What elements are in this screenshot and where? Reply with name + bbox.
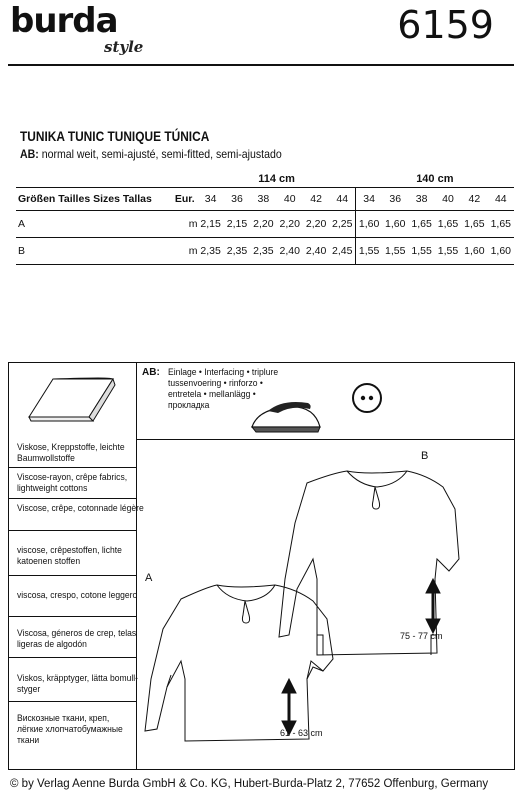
fabric-it: viscosa, crespo, cotone leggero — [17, 590, 138, 601]
size-header-cell: 34 — [197, 188, 223, 211]
fabric-column — [9, 363, 144, 769]
fabric-divider — [9, 701, 136, 702]
width-group-114: 114 cm — [258, 173, 295, 185]
yardage-cell: 1,60 — [382, 211, 408, 238]
yardage-cell: 2,15 — [197, 211, 223, 238]
notions-box — [136, 363, 514, 440]
copyright-footer: © by Verlag Aenne Burda GmbH & Co. KG, Hubert-Burda-Platz 2, 77652 Offenburg, Germany — [10, 778, 489, 790]
yardage-table — [16, 171, 514, 265]
yardage-cell: 2,40 — [277, 238, 303, 265]
size-header-cell: 40 — [435, 188, 461, 211]
size-header-cell: 36 — [224, 188, 250, 211]
sizes-header: Größen Tailles Sizes Tallas — [16, 188, 172, 211]
fabric-notions-panel — [8, 362, 515, 770]
fabric-divider — [9, 467, 136, 468]
tunic-a-drawing — [145, 585, 333, 741]
width-group-140: 140 cm — [416, 173, 454, 185]
fabric-divider — [9, 616, 136, 617]
yardage-cell: 2,20 — [277, 211, 303, 238]
yardage-cell: 2,40 — [303, 238, 329, 265]
yardage-cell: 1,65 — [488, 211, 514, 238]
size-header-cell: 44 — [329, 188, 355, 211]
fabric-en: Viscose-rayon, crêpe fabrics, lightweight cottons — [17, 472, 128, 494]
view-a-label: A — [145, 572, 153, 584]
fit-subtitle-prefix: AB: — [20, 147, 39, 161]
fabric-de: Viskose, Kreppstoffe, leichte Baumwollstoffe — [17, 442, 125, 464]
size-header-cell: 44 — [488, 188, 514, 211]
notions-label: AB: — [142, 367, 160, 378]
length-arrow-a — [282, 679, 296, 735]
fabric-divider — [9, 498, 136, 499]
header-rule — [8, 64, 514, 66]
row-unit-a: m — [172, 211, 197, 238]
pattern-number: 6159 — [397, 3, 494, 47]
yardage-cell: 2,15 — [224, 211, 250, 238]
iron-icon — [248, 397, 324, 435]
yardage-cell: 2,20 — [250, 211, 276, 238]
fabric-divider — [9, 530, 136, 531]
fabric-sv: Viskos, kräpptyger, lätta bomull- styger — [17, 673, 139, 695]
view-b-label: B — [421, 450, 429, 462]
brand-logo: burda — [10, 1, 118, 41]
length-arrow-b — [426, 579, 440, 633]
yardage-cell: 1,60 — [356, 211, 382, 238]
yardage-cell: 2,35 — [197, 238, 223, 265]
fabric-fr: Viscose, crêpe, cotonnade légère — [17, 503, 144, 514]
fabric-roll-icon — [25, 373, 117, 423]
fit-subtitle-text: normal weit, semi-ajusté, semi-fitted, semi-ajustado — [38, 147, 282, 161]
fabric-es: Viscosa, géneros de crep, telas ligeras de algodón — [17, 628, 137, 650]
fabric-divider — [9, 657, 136, 658]
yardage-cell: 1,55 — [356, 238, 382, 265]
page-title: TUNIKA TUNIC TUNIQUE TÚNICA — [20, 128, 210, 144]
view-a-length: 61 - 63 cm — [280, 728, 323, 738]
row-label-b: B — [16, 238, 172, 265]
size-header-cell: 42 — [461, 188, 487, 211]
fit-subtitle — [20, 147, 282, 161]
yardage-cell: 1,60 — [488, 238, 514, 265]
brand-logo-sub: style — [104, 38, 144, 56]
fabric-divider — [9, 575, 136, 576]
interfacing-text: Einlage • Interfacing • triplure tussenvoering • rinforzo • entretela • mellanlägg • прокладка — [168, 367, 279, 411]
view-b-length: 75 - 77 cm — [400, 631, 443, 641]
yardage-cell: 1,55 — [435, 238, 461, 265]
size-header-cell: 40 — [277, 188, 303, 211]
garment-illustrations — [137, 439, 514, 769]
yardage-cell: 1,65 — [408, 211, 434, 238]
yardage-cell: 1,65 — [461, 211, 487, 238]
size-header-cell: 34 — [356, 188, 382, 211]
unit-header: Eur. — [172, 188, 197, 211]
fabric-nl: viscose, crêpestoffen, lichte katoenen stoffen — [17, 545, 122, 567]
button-icon — [350, 381, 384, 415]
yardage-cell: 1,55 — [408, 238, 434, 265]
yardage-cell: 2,45 — [329, 238, 355, 265]
size-header-cell: 42 — [303, 188, 329, 211]
size-header-cell: 38 — [408, 188, 434, 211]
yardage-cell: 1,65 — [435, 211, 461, 238]
row-unit-b: m — [172, 238, 197, 265]
yardage-cell: 2,35 — [224, 238, 250, 265]
fabric-ru: Вискозные ткани, креп, лёгкие хлопчатобумажные ткани — [17, 713, 123, 746]
yardage-cell: 1,60 — [461, 238, 487, 265]
yardage-cell: 2,20 — [303, 211, 329, 238]
size-header-cell: 36 — [382, 188, 408, 211]
yardage-cell: 1,55 — [382, 238, 408, 265]
size-header-cell: 38 — [250, 188, 276, 211]
yardage-cell: 2,25 — [329, 211, 355, 238]
yardage-cell: 2,35 — [250, 238, 276, 265]
row-label-a: A — [16, 211, 172, 238]
